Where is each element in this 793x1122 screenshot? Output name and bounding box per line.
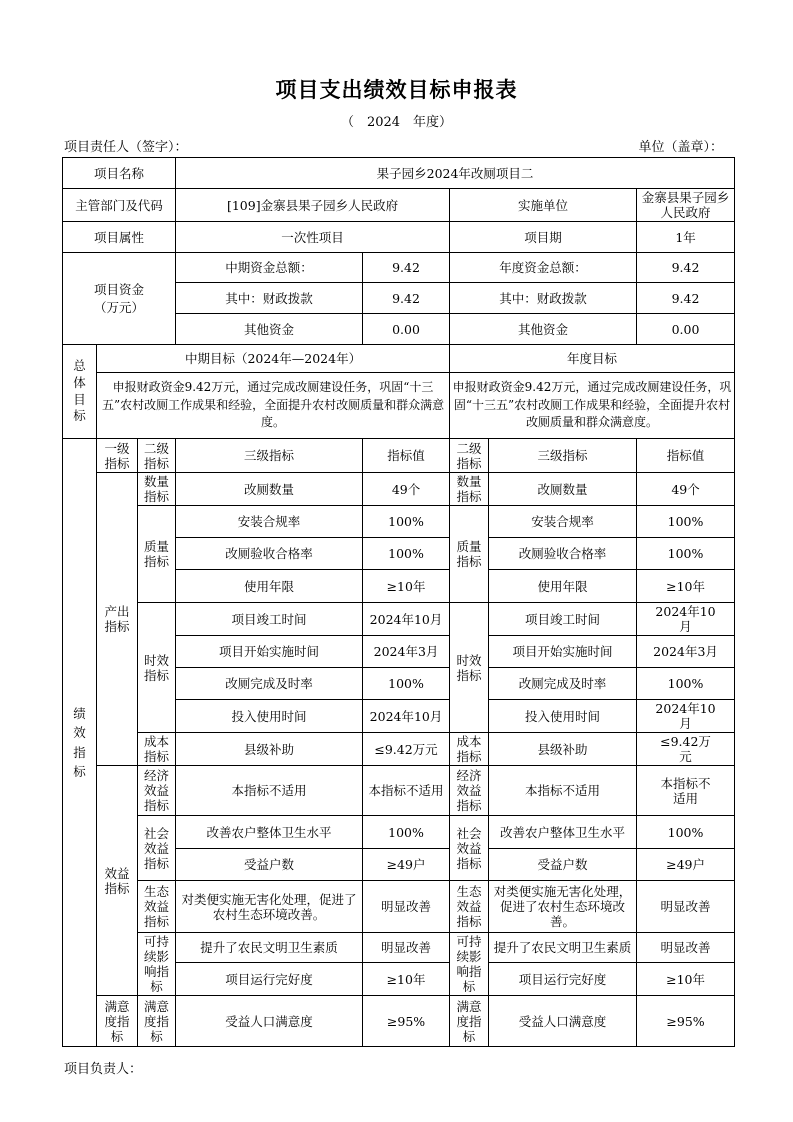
- economic-label: 经济 效益 指标: [138, 766, 176, 816]
- department-label: 主管部门及代码: [63, 189, 176, 222]
- year-quantity-label: 数量 指标: [450, 473, 489, 506]
- year-indicator-value: ≥10年: [637, 963, 735, 996]
- indicator-name: 安装合规率: [176, 506, 363, 538]
- timeliness-label: 时效 指标: [138, 603, 176, 733]
- indicator-value: 2024年10月: [363, 603, 450, 636]
- year-indicator-name: 改厕验收合格率: [489, 538, 637, 570]
- indicator-value: 明显改善: [363, 933, 450, 963]
- year-indicator-value: ≤9.42万 元: [637, 733, 735, 766]
- indicator-name: 对类便实施无害化处理，促进了农村生态环境改善。: [176, 881, 363, 933]
- year-ecological-label: 生态 效益 指标: [450, 881, 489, 933]
- year-indicator-value: 100%: [637, 816, 735, 849]
- indicator-name: 项目竣工时间: [176, 603, 363, 636]
- indicator-value: ≥95%: [363, 996, 450, 1047]
- indicator-name: 受益户数: [176, 849, 363, 881]
- year-economic-label: 经济 效益 指标: [450, 766, 489, 816]
- department-value: [109]金寨县果子园乡人民政府: [176, 189, 450, 222]
- level2-header: 二级 指标: [138, 439, 176, 473]
- year-line: （ 2024 年度）: [340, 115, 453, 130]
- unit-seal-label: 单位（盖章）：: [638, 140, 723, 155]
- indicator-value: 2024年10月: [363, 700, 450, 733]
- year-indicator-value: 100%: [637, 506, 735, 538]
- year-indicator-name: 本指标不适用: [489, 766, 637, 816]
- satisfaction-indicators-label: 满意 度指 标: [97, 996, 138, 1047]
- indicator-name: 县级补助: [176, 733, 363, 766]
- indicator-name: 项目运行完好度: [176, 963, 363, 996]
- year-social-label: 社会 效益 指标: [450, 816, 489, 881]
- year-indicator-value: 2024年3月: [637, 636, 735, 668]
- indicator-name: 提升了农民文明卫生素质: [176, 933, 363, 963]
- project-leader-label: 项目负责人：: [64, 1062, 143, 1077]
- project-name-value: 果子园乡2024年改厕项目二: [176, 158, 735, 189]
- period-label: 项目期: [450, 222, 637, 253]
- indicator-name: 改厕验收合格率: [176, 538, 363, 570]
- indicator-value: ≤9.42万元: [363, 733, 450, 766]
- year-indicator-name: 项目开始实施时间: [489, 636, 637, 668]
- year-quality-label: 质量 指标: [450, 506, 489, 603]
- output-indicators-label: 产出 指标: [97, 473, 138, 766]
- year-indicator-name: 对类便实施无害化处理，促进了农村生态环境改善。: [489, 881, 637, 933]
- implementer-label: 实施单位: [450, 189, 637, 222]
- indicator-value: 100%: [363, 816, 450, 849]
- quantity-label: 数量 指标: [138, 473, 176, 506]
- year-cost-label: 成本 指标: [450, 733, 489, 766]
- year-sustainability-label: 可持 续影 响指 标: [450, 933, 489, 996]
- page-title: 项目支出绩效目标申报表: [275, 77, 518, 102]
- year-indicator-value: 100%: [637, 668, 735, 700]
- funds-label: 项目资金 （万元）: [63, 253, 176, 345]
- year-indicator-name: 安装合规率: [489, 506, 637, 538]
- performance-indicators-label: 绩 效 指 标: [63, 439, 97, 1047]
- year-timeliness-label: 时效 指标: [450, 603, 489, 733]
- year-other-label: 其他资金: [450, 314, 637, 345]
- mid-other-value: 0.00: [363, 314, 450, 345]
- indicator-name: 项目开始实施时间: [176, 636, 363, 668]
- indicator-value-header: 指标值: [363, 439, 450, 473]
- performance-form-table: [62, 157, 735, 1047]
- year-indicator-value: 明显改善: [637, 881, 735, 933]
- year-level2-header: 二级 指标: [450, 439, 489, 473]
- year-other-value: 0.00: [637, 314, 735, 345]
- indicator-value: 明显改善: [363, 881, 450, 933]
- mid-fiscal-label: 其中：财政拨款: [176, 283, 363, 314]
- year-level3-header: 三级指标: [489, 439, 637, 473]
- indicator-value: ≥49户: [363, 849, 450, 881]
- year-fiscal-label: 其中：财政拨款: [450, 283, 637, 314]
- year-total-label: 年度资金总额：: [450, 253, 637, 283]
- indicator-value: 100%: [363, 538, 450, 570]
- implementer-value: 金寨县果子园乡 人民政府: [637, 189, 735, 222]
- mid-total-label: 中期资金总额：: [176, 253, 363, 283]
- responsible-signature-label: 项目责任人（签字）：: [64, 140, 188, 155]
- year-indicator-value: 100%: [637, 538, 735, 570]
- social-label: 社会 效益 指标: [138, 816, 176, 881]
- indicator-value: 100%: [363, 668, 450, 700]
- mid-goal-text: 申报财政资金9.42万元，通过完成改厕建设任务，巩固“十三五”农村改厕工作成果和经验，全面提升农村改厕质量和群众满意度。: [97, 373, 450, 439]
- year-satisfaction-label: 满意 度指 标: [450, 996, 489, 1047]
- year-indicator-value: 49个: [637, 473, 735, 506]
- year-indicator-value: ≥95%: [637, 996, 735, 1047]
- year-indicator-value-header: 指标值: [637, 439, 735, 473]
- ecological-label: 生态 效益 指标: [138, 881, 176, 933]
- indicator-name: 本指标不适用: [176, 766, 363, 816]
- indicator-value: 本指标不适用: [363, 766, 450, 816]
- indicator-name: 使用年限: [176, 570, 363, 603]
- satisfaction-label: 满意 度指 标: [138, 996, 176, 1047]
- indicator-name: 投入使用时间: [176, 700, 363, 733]
- year-goal-text: 申报财政资金9.42万元，通过完成改厕建设任务，巩固“十三五”农村改厕工作成果和经验，全面提升农村改厕质量和群众满意度。: [450, 373, 735, 439]
- year-indicator-value: ≥10年: [637, 570, 735, 603]
- indicator-name: 受益人口满意度: [176, 996, 363, 1047]
- year-indicator-value: 2024年10 月: [637, 603, 735, 636]
- year-indicator-name: 县级补助: [489, 733, 637, 766]
- benefit-indicators-label: 效益 指标: [97, 766, 138, 996]
- overall-goal-label: 总 体 目 标: [63, 345, 97, 439]
- year-indicator-name: 使用年限: [489, 570, 637, 603]
- indicator-value: ≥10年: [363, 963, 450, 996]
- mid-total-value: 9.42: [363, 253, 450, 283]
- year-indicator-value: 本指标不 适用: [637, 766, 735, 816]
- indicator-name: 改厕完成及时率: [176, 668, 363, 700]
- project-name-label: 项目名称: [63, 158, 176, 189]
- indicator-value: 2024年3月: [363, 636, 450, 668]
- mid-other-label: 其他资金: [176, 314, 363, 345]
- year-indicator-name: 提升了农民文明卫生素质: [489, 933, 637, 963]
- period-value: 1年: [637, 222, 735, 253]
- year-indicator-name: 投入使用时间: [489, 700, 637, 733]
- year-total-value: 9.42: [637, 253, 735, 283]
- attribute-label: 项目属性: [63, 222, 176, 253]
- year-indicator-name: 改善农户整体卫生水平: [489, 816, 637, 849]
- year-indicator-name: 项目运行完好度: [489, 963, 637, 996]
- year-indicator-name: 受益户数: [489, 849, 637, 881]
- indicator-value: 100%: [363, 506, 450, 538]
- sustainability-label: 可持 续影 响指 标: [138, 933, 176, 996]
- level1-header: 一级 指标: [97, 439, 138, 473]
- mid-fiscal-value: 9.42: [363, 283, 450, 314]
- year-indicator-name: 改厕数量: [489, 473, 637, 506]
- mid-goal-header: 中期目标（2024年—2024年）: [97, 345, 450, 373]
- indicator-value: ≥10年: [363, 570, 450, 603]
- indicator-value: 49个: [363, 473, 450, 506]
- year-goal-header: 年度目标: [450, 345, 735, 373]
- year-indicator-value: 明显改善: [637, 933, 735, 963]
- year-indicator-name: 改厕完成及时率: [489, 668, 637, 700]
- indicator-name: 改善农户整体卫生水平: [176, 816, 363, 849]
- year-indicator-value: ≥49户: [637, 849, 735, 881]
- cost-label: 成本 指标: [138, 733, 176, 766]
- indicator-name: 改厕数量: [176, 473, 363, 506]
- level3-header: 三级指标: [176, 439, 363, 473]
- quality-label: 质量 指标: [138, 506, 176, 603]
- attribute-value: 一次性项目: [176, 222, 450, 253]
- year-indicator-value: 2024年10 月: [637, 700, 735, 733]
- year-indicator-name: 受益人口满意度: [489, 996, 637, 1047]
- year-fiscal-value: 9.42: [637, 283, 735, 314]
- year-indicator-name: 项目竣工时间: [489, 603, 637, 636]
